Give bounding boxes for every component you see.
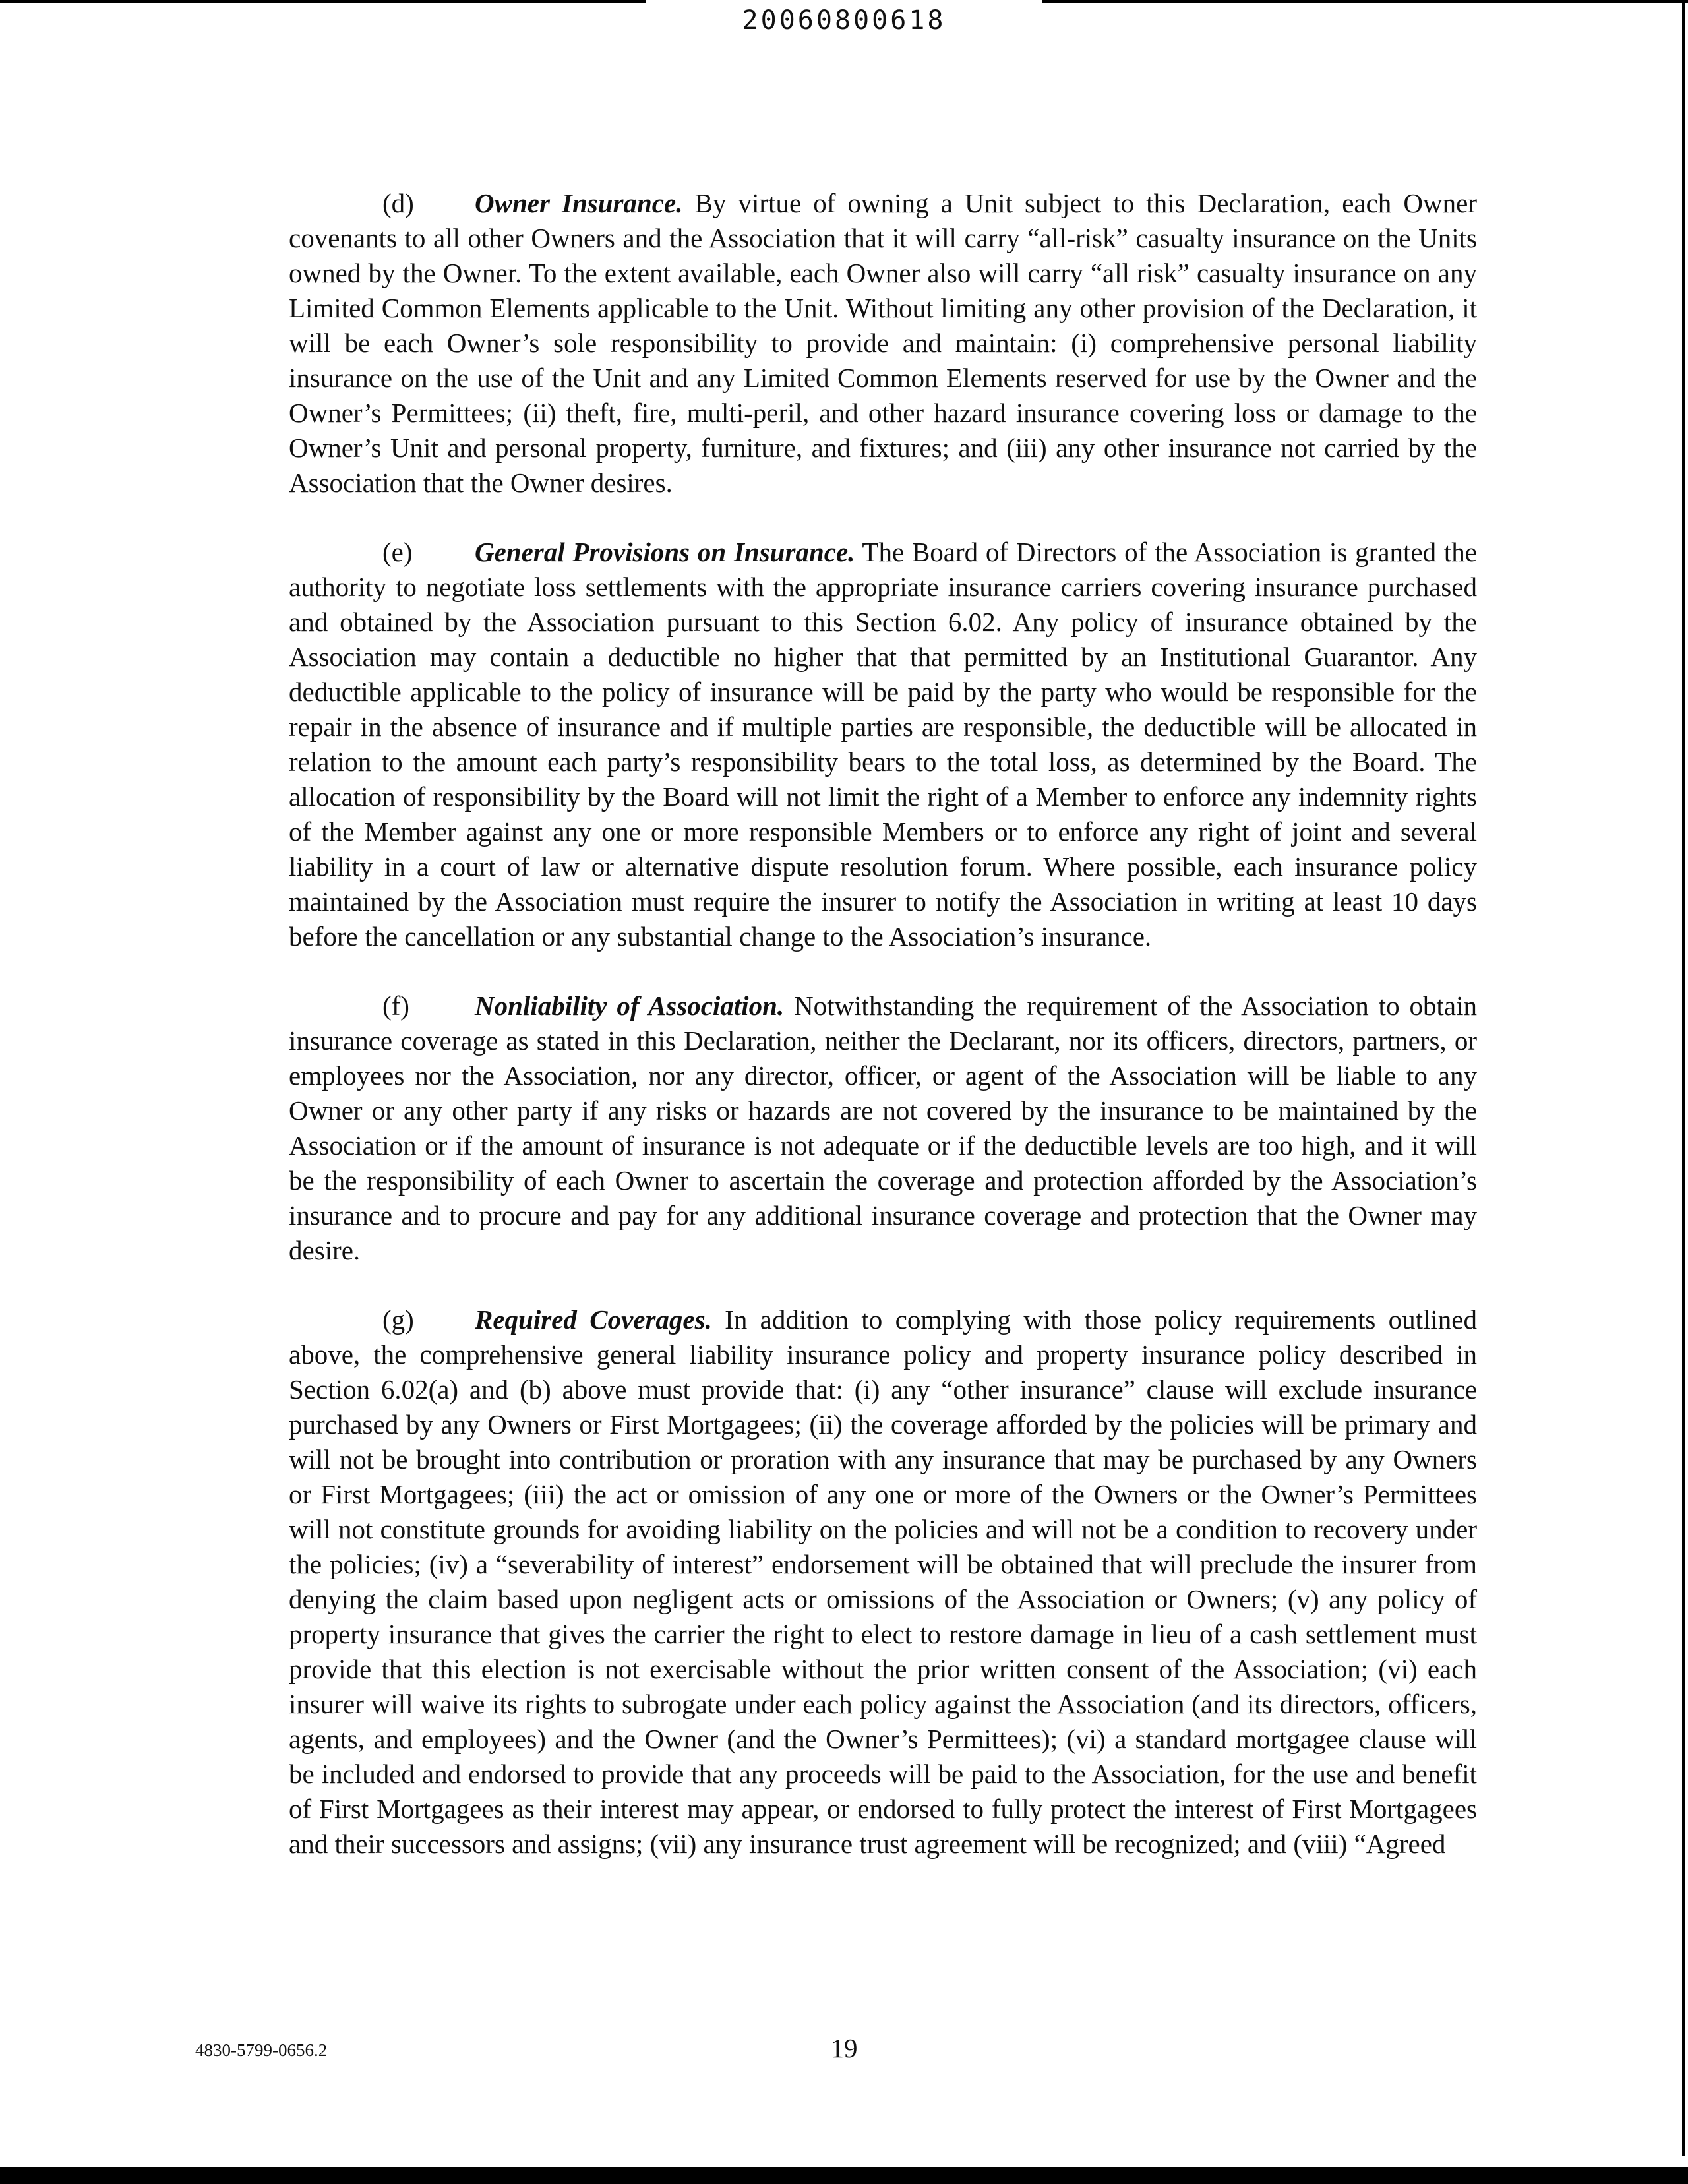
- footer-document-code: 4830-5799-0656.2: [195, 2040, 328, 2060]
- paragraph-e: [289, 535, 1477, 954]
- paragraph-text: By virtue of owning a Unit subject to this Declaration, each Owner covenants to all other Owners and the Association that it will carry “all-risk” casualty insurance on the Units owned by the Owner. To the extent available, each Owner also will carry “all risk” casualty insurance on any Limited Common Elements applicable to the Unit. Without limiting any other provision of the Declaration, it will be each Owner’s sole responsibility to provide and maintain: (i) comprehensive personal liability insurance on the use of the Unit and any Limited Common Elements reserved for use by the Owner and the Owner’s Permittees; (ii) theft, fire, multi-peril, and other hazard insurance covering loss or damage to the Owner’s Unit and personal property, furniture, and fixtures; and (iii) any other insurance not carried by the Association that the Owner desires.: [289, 188, 1477, 498]
- right-page-edge: [1682, 0, 1685, 2156]
- paragraph-text: In addition to complying with those policy requirements outlined above, the comprehensive general liability insurance policy and property insurance policy described in Section 6.02(a) and (b) above must provide that: (i) any “other insurance” clause will exclude insurance purchased by any Owners or First Mortgagees; (ii) the coverage afforded by the policies will be primary and will not be brought into contribution or proration with any insurance that may be purchased by any Owners or First Mortgagees; (iii) the act or omission of any one or more of the Owners or the Owner’s Permittees will not constitute grounds for avoiding liability on the policies and will not be a condition to recovery under the policies; (iv) a “severability of interest” endorsement will be obtained that will preclude the insurer from denying the claim based upon negligent acts or omissions of the Association or Owners; (v) any policy of property insurance that gives the carrier the right to elect to restore damage in lieu of a cash settlement must provide that this election is not exercisable without the prior written consent of the Association; (vi) each insurer will waive its rights to subrogate under each policy against the Association (and its directors, officers, agents, and employees) and the Owner (and the Owner’s Permittees); (vi) a standard mortgagee clause will be included and endorsed to provide that any proceeds will be paid to the Association, for the use and benefit of First Mortgagees as their interest may appear, or endorsed to fully protect the interest of First Mortgagees and their successors and assigns; (vii) any insurance trust agreement will be recognized; and (viii) “Agreed: [289, 1304, 1477, 1859]
- document-number: 20060800618: [742, 5, 946, 36]
- page-number: 19: [830, 2033, 858, 2063]
- paragraph-label: (d): [382, 188, 414, 218]
- paragraph-label: (e): [382, 537, 413, 567]
- paragraph-heading: Required Coverages.: [475, 1304, 712, 1335]
- paragraph-label: (f): [382, 990, 409, 1021]
- paragraph-text: The Board of Directors of the Association is granted the authority to negotiate loss settlements with the appropriate insurance carriers covering insurance purchased and obtained by the Association pursuant to this Section 6.02. Any policy of insurance obtained by the Association may contain a deductible no higher that that permitted by an Institutional Guarantor. Any deductible applicable to the policy of insurance will be paid by the party who would be responsible for the repair in the absence of insurance and if multiple parties are responsible, the deductible will be allocated in relation to the amount each party’s responsibility bears to the total loss, as determined by the Board. The allocation of responsibility by the Board will not limit the right of a Member to enforce any indemnity rights of the Member against any one or more responsible Members or to enforce any right of joint and several liability in a court of law or alternative dispute resolution forum. Where possible, each insurance policy maintained by the Association must require the insurer to notify the Association in writing at least 10 days before the cancellation or any substantial change to the Association’s insurance.: [289, 537, 1477, 952]
- paragraph-label: (g): [382, 1304, 414, 1335]
- paragraph-text: Notwithstanding the requirement of the Association to obtain insurance coverage as stated in this Declaration, neither the Declarant, nor its officers, directors, partners, or employees nor the Association, nor any director, officer, or agent of the Association will be liable to any Owner or any other party if any risks or hazards are not covered by the insurance to be maintained by the Association or if the amount of insurance is not adequate or if the deductible levels are too high, and it will be the responsibility of each Owner to ascertain the coverage and protection afforded by the Association’s insurance and to procure and pay for any additional insurance coverage and protection that the Owner may desire.: [289, 990, 1477, 1265]
- paragraph-heading: Nonliability of Association.: [475, 990, 785, 1021]
- paragraph-d: [289, 186, 1477, 501]
- paragraph-heading: Owner Insurance.: [475, 188, 683, 218]
- document-body: [289, 186, 1477, 1896]
- top-border-left: [0, 0, 646, 3]
- paragraph-heading: General Provisions on Insurance.: [475, 537, 855, 567]
- bottom-page-edge: [0, 2167, 1688, 2184]
- top-border-right: [1042, 0, 1688, 3]
- paragraph-g: [289, 1302, 1477, 1862]
- paragraph-f: [289, 988, 1477, 1268]
